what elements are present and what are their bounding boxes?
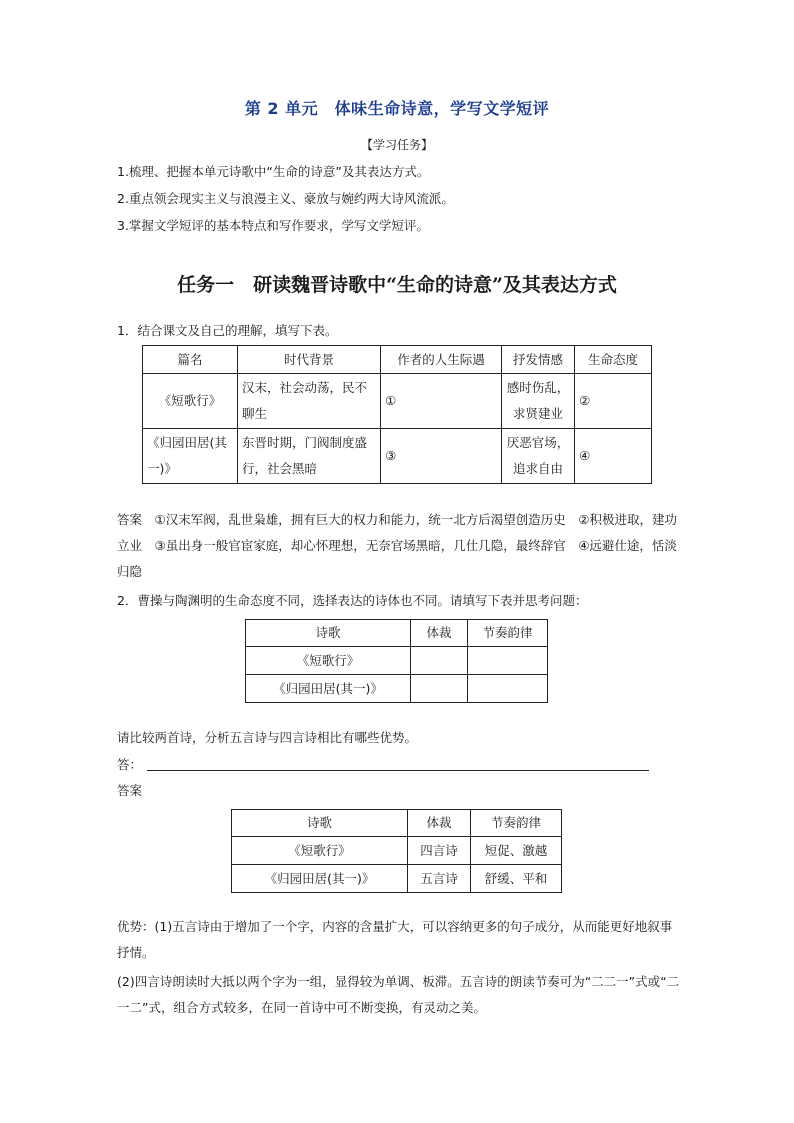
- table-header: 体裁: [411, 620, 468, 647]
- table-cell: 《短歌行》: [143, 374, 238, 429]
- answer-prefix: 答：: [117, 757, 143, 772]
- table-header: 诗歌: [232, 810, 408, 837]
- table-header: 体裁: [408, 810, 471, 837]
- table-header: 生命态度: [575, 346, 652, 374]
- table-header: 抒发情感: [502, 346, 575, 374]
- table-cell: 五言诗: [408, 865, 471, 893]
- question-2-answer-label: 答案: [117, 783, 143, 798]
- table-header: 作者的人生际遇: [381, 346, 502, 374]
- question-2-question: 请比较两首诗，分析五言诗与四言诗相比有哪些优势。: [117, 730, 418, 745]
- table-header: 篇名: [143, 346, 238, 374]
- table-cell: 舒缓、平和: [471, 865, 562, 893]
- table-cell: 《归园田居(其一)》: [246, 675, 411, 703]
- table-row: [232, 865, 562, 893]
- table-cell: 汉末，社会动荡，民不聊生: [238, 374, 381, 429]
- table-row: [143, 374, 652, 429]
- table-cell: ④: [575, 429, 652, 484]
- table-row: [246, 647, 548, 675]
- table-cell: 厌恶官场，追求自由: [502, 429, 575, 484]
- question-2-prompt: 2．曹操与陶渊明的生命态度不同，选择表达的诗体也不同。请填写下表并思考问题：: [117, 593, 588, 608]
- table-cell: 《归园田居(其一)》: [232, 865, 408, 893]
- table-cell: 《归园田居(其一)》: [143, 429, 238, 484]
- task-heading: 任务一 研读魏晋诗歌中“生命的诗意”及其表达方式: [177, 274, 617, 296]
- table-row: [143, 429, 652, 484]
- table-header: 节奏韵律: [468, 620, 548, 647]
- blank-cell[interactable]: [411, 647, 468, 675]
- table-cell: 《短歌行》: [232, 837, 408, 865]
- table-cell: ②: [575, 374, 652, 429]
- objective-3: 3.掌握文学短评的基本特点和写作要求，学写文学短评。: [117, 218, 429, 233]
- learning-tasks-heading: 【学习任务】: [360, 138, 433, 152]
- table-row: [232, 837, 562, 865]
- table-cell: 短促、激越: [471, 837, 562, 865]
- objective-1: 1.梳理、把握本单元诗歌中“生命的诗意”及其表达方式。: [117, 164, 430, 179]
- table-cell: ①: [381, 374, 502, 429]
- table-cell: ③: [381, 429, 502, 484]
- question-1-table: [142, 345, 652, 484]
- table-cell: 东晋时期，门阀制度盛行，社会黑暗: [238, 429, 381, 484]
- answer-blank-line[interactable]: [147, 770, 649, 771]
- question-1-prompt: 1．结合课文及自己的理解，填写下表。: [117, 323, 338, 338]
- table-header: 节奏韵律: [471, 810, 562, 837]
- table-cell: 感时伤乱，求贤建业: [502, 374, 575, 429]
- objective-2: 2.重点领会现实主义与浪漫主义、豪放与婉约两大诗风流派。: [117, 191, 454, 206]
- advantage-paragraph-1: 优势：(1)五言诗由于增加了一个字，内容的含量扩大，可以容纳更多的句子成分，从而能更好地叙事抒情。: [117, 919, 673, 960]
- blank-cell[interactable]: [468, 675, 548, 703]
- table-cell: 《短歌行》: [246, 647, 411, 675]
- question-2-blank-table: [245, 619, 548, 703]
- answer-text: ①汉末军阀，乱世枭雄，拥有巨大的权力和能力，统一北方后渴望创造历史 ②积极进取，建功立业 ③虽出身一般官宦家庭，却心怀理想，无奈官场黑暗，几仕几隐，最终辞官 ④远避仕途，恬淡归隐: [117, 512, 677, 579]
- table-cell: 四言诗: [408, 837, 471, 865]
- answer-label: 答案: [117, 512, 143, 527]
- table-header: 时代背景: [238, 346, 381, 374]
- question-2-answer-table: [231, 809, 562, 893]
- table-header: 诗歌: [246, 620, 411, 647]
- page-title: 第 2 单元 体味生命诗意，学写文学短评: [244, 99, 550, 118]
- advantage-paragraph-2: (2)四言诗朗读时大抵以两个字为一组，显得较为单调、板滞。五言诗的朗读节奏可为“二二一”式或“二一二”式，组合方式较多，在同一首诗中可不断变换，有灵动之美。: [117, 974, 680, 1015]
- blank-cell[interactable]: [468, 647, 548, 675]
- table-row: [246, 675, 548, 703]
- blank-cell[interactable]: [411, 675, 468, 703]
- question-1-answer: [117, 507, 682, 585]
